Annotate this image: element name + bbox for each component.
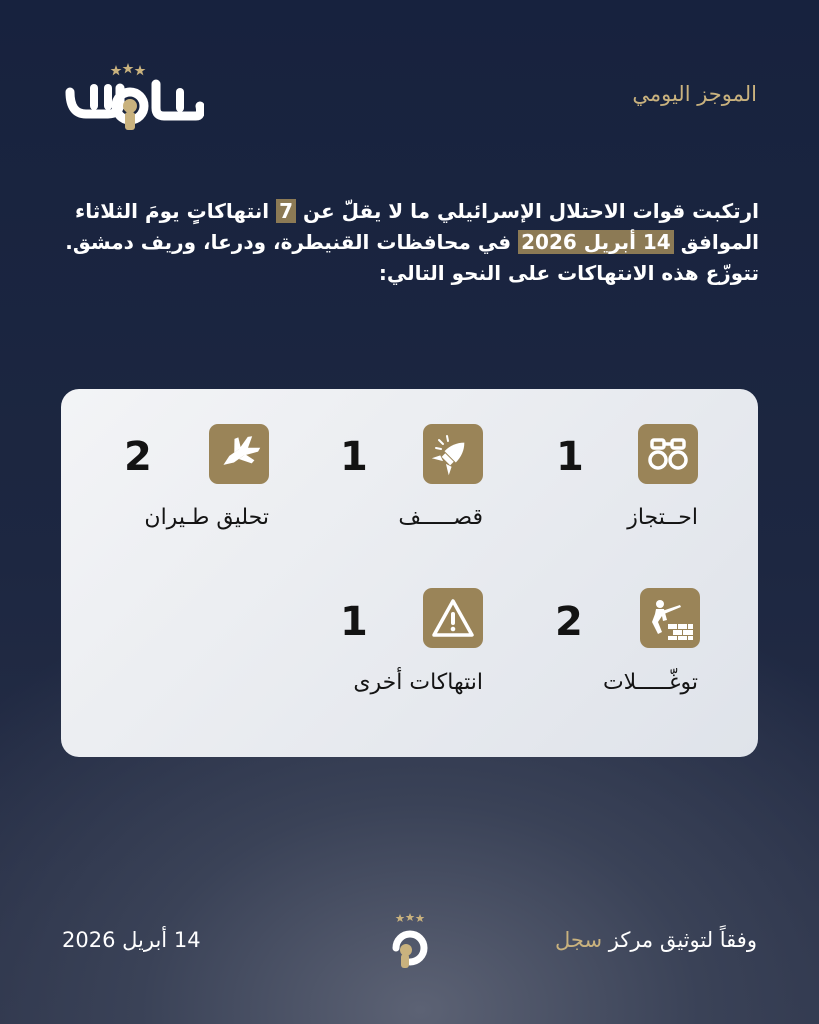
shelling-value: 1 xyxy=(340,434,368,480)
aviation-label: تحليق طـيران xyxy=(144,505,269,530)
violations-count: 7 xyxy=(276,199,296,223)
other-label: انتهاكات أخرى xyxy=(353,670,483,695)
missile-icon xyxy=(423,424,483,484)
intro-text-1: ارتكبت قوات الاحتلال الإسرائيلي ما لا يقلّ عن xyxy=(302,199,759,223)
intro-text-3: في محافظات القنيطرة، ودرعا، وريف دمشق. تتوزّع هذه الانتهاكات على النحو التالي: xyxy=(65,230,759,285)
detention-value: 1 xyxy=(556,434,584,480)
report-date-highlight: 14 أبريل 2026 xyxy=(518,230,674,254)
footer-source-name: سجل xyxy=(554,928,603,952)
aviation-value: 2 xyxy=(124,434,152,480)
footer-source-prefix: وفقاً لتوثيق مركز xyxy=(608,928,757,952)
footer-date: 14 أبريل 2026 xyxy=(62,928,201,952)
footer-source xyxy=(457,928,757,952)
fighter-jet-icon xyxy=(209,424,269,484)
violations-card xyxy=(61,389,758,757)
handcuffs-icon xyxy=(638,424,698,484)
brand-mark-icon xyxy=(382,912,438,972)
soldier-wall-icon xyxy=(640,588,700,648)
intro-text-2: انتهاكاتٍ يومَ الثلاثاء الموافق xyxy=(75,199,759,254)
warning-icon xyxy=(423,588,483,648)
brand-logo xyxy=(64,62,204,134)
other-value: 1 xyxy=(340,599,368,645)
incursions-label: توغّـــــلات xyxy=(602,670,698,695)
incursions-value: 2 xyxy=(555,599,583,645)
shelling-label: قصـــــف xyxy=(398,505,483,530)
detention-label: احــتجاز xyxy=(627,505,698,530)
intro-paragraph xyxy=(59,196,759,289)
section-label: الموجز اليومي xyxy=(632,82,757,106)
